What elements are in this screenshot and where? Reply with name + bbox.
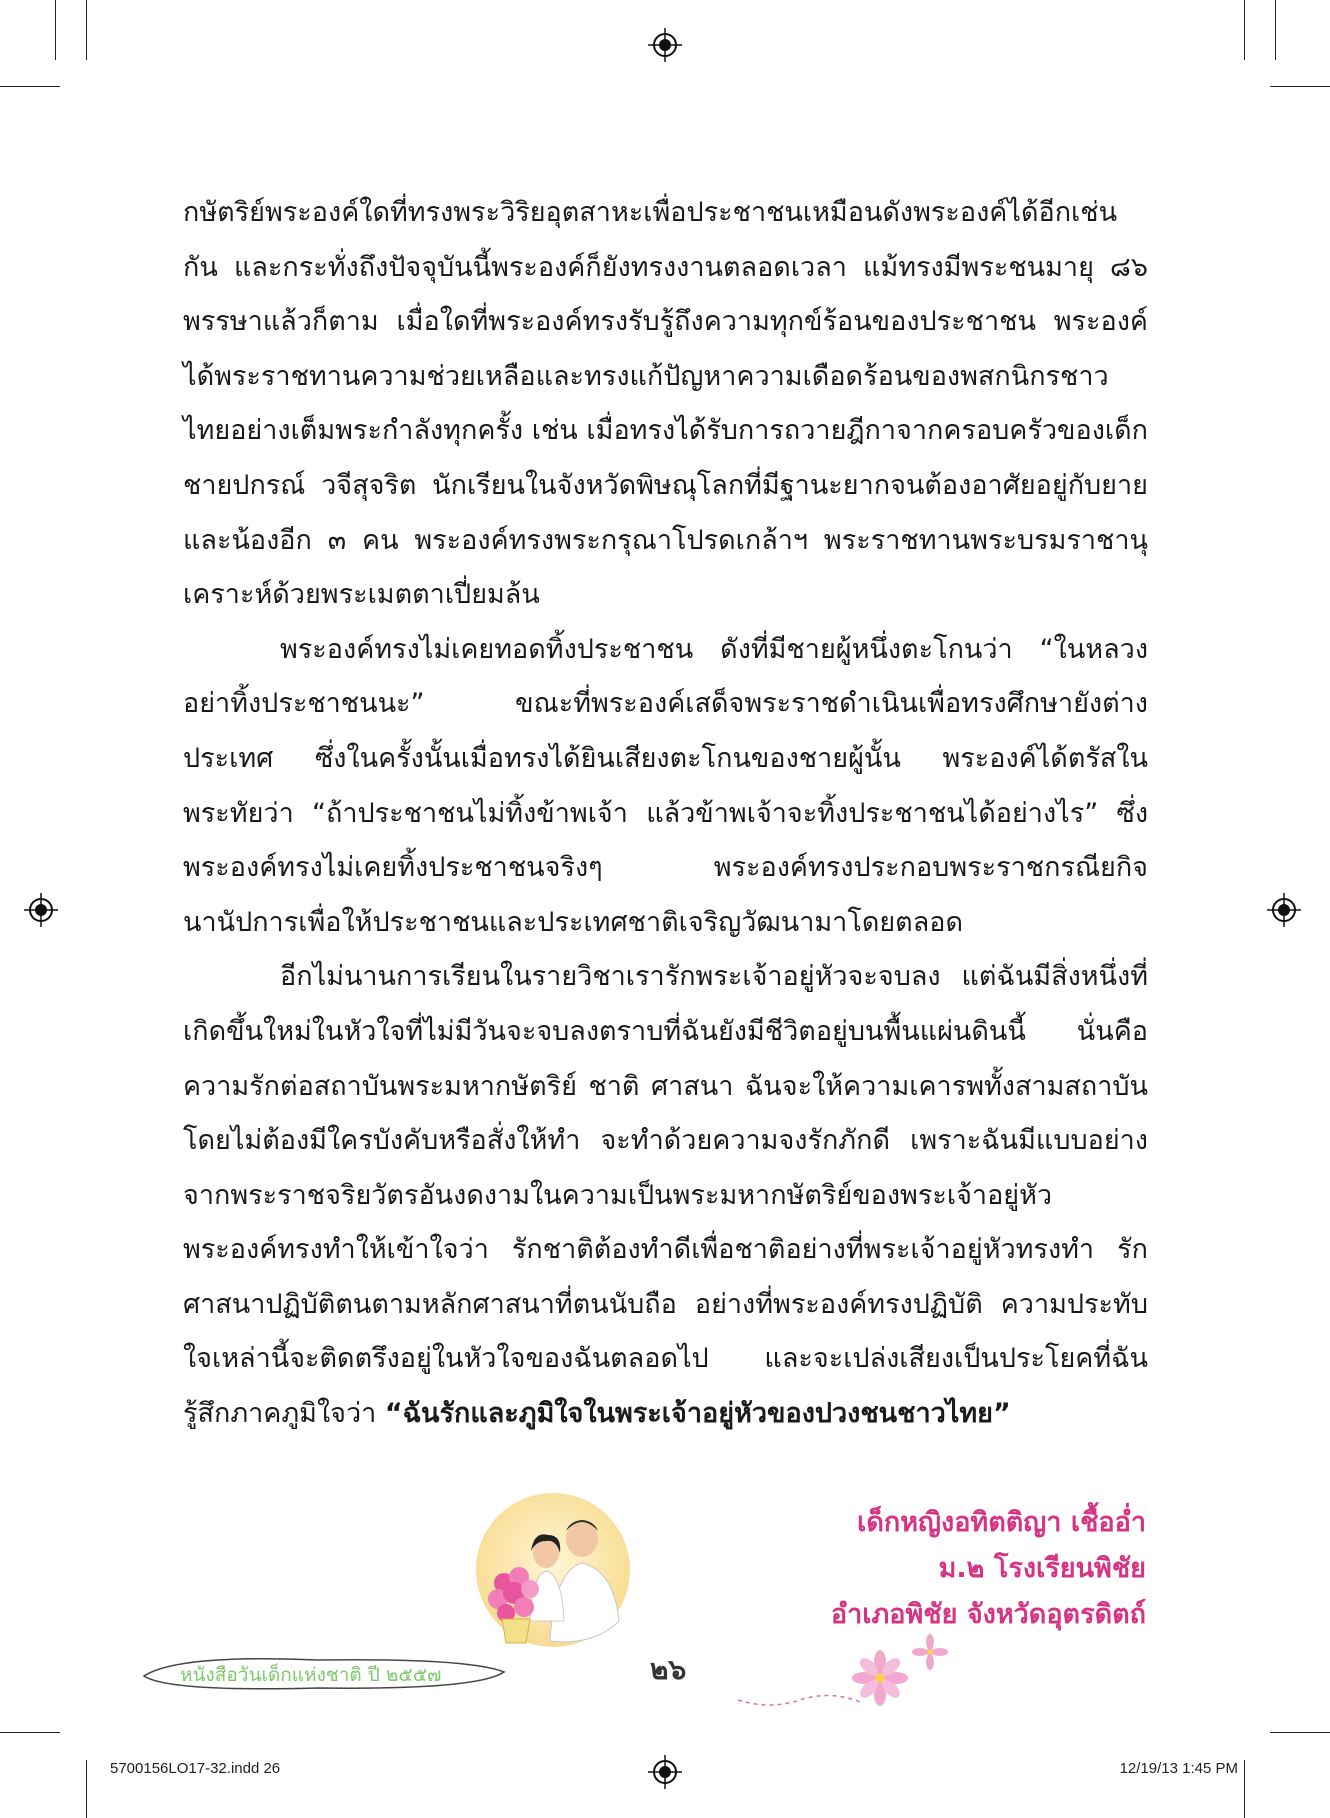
crop-mark-bl-v [86,1760,87,1818]
crop-mark-tl-v [55,0,56,60]
crop-mark-br-v [1244,1760,1245,1818]
article-body [183,186,1148,1442]
crop-mark-tr-v [1244,0,1245,60]
registration-mark-left [24,893,58,927]
paragraph-3-text: อีกไม่นานการเรียนในรายวิชาเรารักพระเจ้าอยู่หัวจะจบลง แต่ฉันมีสิ่งหนึ่งที่เกิดขึ้นใหม่ในหัวใจที่ไม่มีวันจะจบลงตราบที่ฉันยังมีชีวิตอยู่บนพื้นแผ่นดินนี้ นั่นคือความรักต่อสถาบันพระมหากษัตริย์ ชาติ ศาสนา ฉันจะให้ความเคารพทั้งสามสถาบันโดยไม่ต้องมีใครบังคับหรือสั่งให้ทำ จะทำด้วยความจงรักภักดี เพราะฉันมีแบบอย่างจากพระราชจริยวัตรอันงดงามในความเป็นพระมหากษัตริย์ของพระเจ้าอยู่หัว พระองค์ทรงทำให้เข้าใจว่า รักชาติต้องทำดีเพื่อชาติอย่างที่พระเจ้าอยู่หัวทรงทำ รักศาสนาปฏิบัติตนตามหลักศาสนาที่ตนนับถือ อย่างที่พระองค์ทรงปฏิบัติ ความประทับใจเหล่านี้จะติดตรึงอยู่ในหัวใจของฉันตลอดไป และจะเปล่งเสียงเป็นประโยคที่ฉันรู้สึกภาคภูมิใจว่า [183,961,1148,1430]
page-number: ๒๖ [650,1653,687,1686]
crop-mark-tr-v2 [1275,0,1276,60]
father-daughter-flowers-illustration [474,1491,632,1649]
author-grade-school: ม.๒ โรงเรียนพิชัย [938,1553,1146,1584]
author-credit [831,1500,1146,1638]
flower-decoration-icon [730,1630,980,1720]
paragraph-1: กษัตริย์พระองค์ใดที่ทรงพระวิริยอุตสาหะเพื่อประชาชนเหมือนดังพระองค์ได้อีกเช่นกัน และกระทั่งถึงปัจจุบันนี้พระองค์ก็ยังทรงงานตลอดเวลา แม้ทรงมีพระชนมายุ ๘๖ พรรษาแล้วก็ตาม เมื่อใดที่พระองค์ทรงรับรู้ถึงความทุกข์ร้อนของประชาชน พระองค์ได้พระราชทานความช่วยเหลือและทรงแก้ปัญหาความเดือดร้อนของพสกนิกรชาวไทยอย่างเต็มพระกำลังทุกครั้ง เช่น เมื่อทรงได้รับการถวายฎีกาจากครอบครัวของเด็กชายปกรณ์ วจีสุจริต นักเรียนในจังหวัดพิษณุโลกที่มีฐานะยากจนต้องอาศัยอยู่กับยายและน้องอีก ๓ คน พระองค์ทรงพระกรุณาโปรดเกล้าฯ พระราชทานพระบรมราชานุเคราะห์ด้วยพระเมตตาเปี่ยมล้น [183,197,1148,611]
author-location: อำเภอพิชัย จังหวัดอุตรดิตถ์ [830,1599,1146,1630]
registration-mark-right [1267,893,1301,927]
registration-mark-bottom [648,1755,682,1789]
closing-quote: “ฉันรักและภูมิใจในพระเจ้าอยู่หัวของปวงชนชาวไทย” [384,1398,1011,1430]
crop-mark-tl-v2 [86,0,87,60]
print-slug-timestamp: 12/19/13 1:45 PM [1119,1760,1238,1777]
author-name: เด็กหญิงอทิตติญา เชื้ออ่ำ [857,1507,1146,1538]
crop-mark-tr-h [1270,86,1330,87]
print-slug-file: 5700156LO17-32.indd 26 [110,1760,281,1777]
footer-book-title: หนังสือวันเด็กแห่งชาติ ปี ๒๕๕๗ [180,1664,442,1686]
paragraph-2: พระองค์ทรงไม่เคยทอดทิ้งประชาชน ดังที่มีชายผู้หนึ่งตะโกนว่า “ในหลวงอย่าทิ้งประชาชนนะ” ขณะที่พระองค์เสด็จพระราชดำเนินเพื่อทรงศึกษายังต่างประเทศ ซึ่งในครั้งนั้นเมื่อทรงได้ยินเสียงตะโกนของชายผู้นั้น พระองค์ได้ตรัสในพระทัยว่า “ถ้าประชาชนไม่ทิ้งข้าพเจ้า แล้วข้าพเจ้าจะทิ้งประชาชนได้อย่างไร” ซึ่งพระองค์ทรงไม่เคยทิ้งประชาชนจริงๆ พระองค์ทรงประกอบพระราชกรณียกิจนานัปการเพื่อให้ประชาชนและประเทศชาติเจริญวัฒนามาโดยตลอด [183,633,1148,938]
paragraph-3 [183,950,1148,1441]
registration-mark-top [648,28,682,62]
crop-mark-br-h [1270,1732,1330,1733]
crop-mark-tl-h [0,86,60,87]
crop-mark-bl-h [0,1732,60,1733]
